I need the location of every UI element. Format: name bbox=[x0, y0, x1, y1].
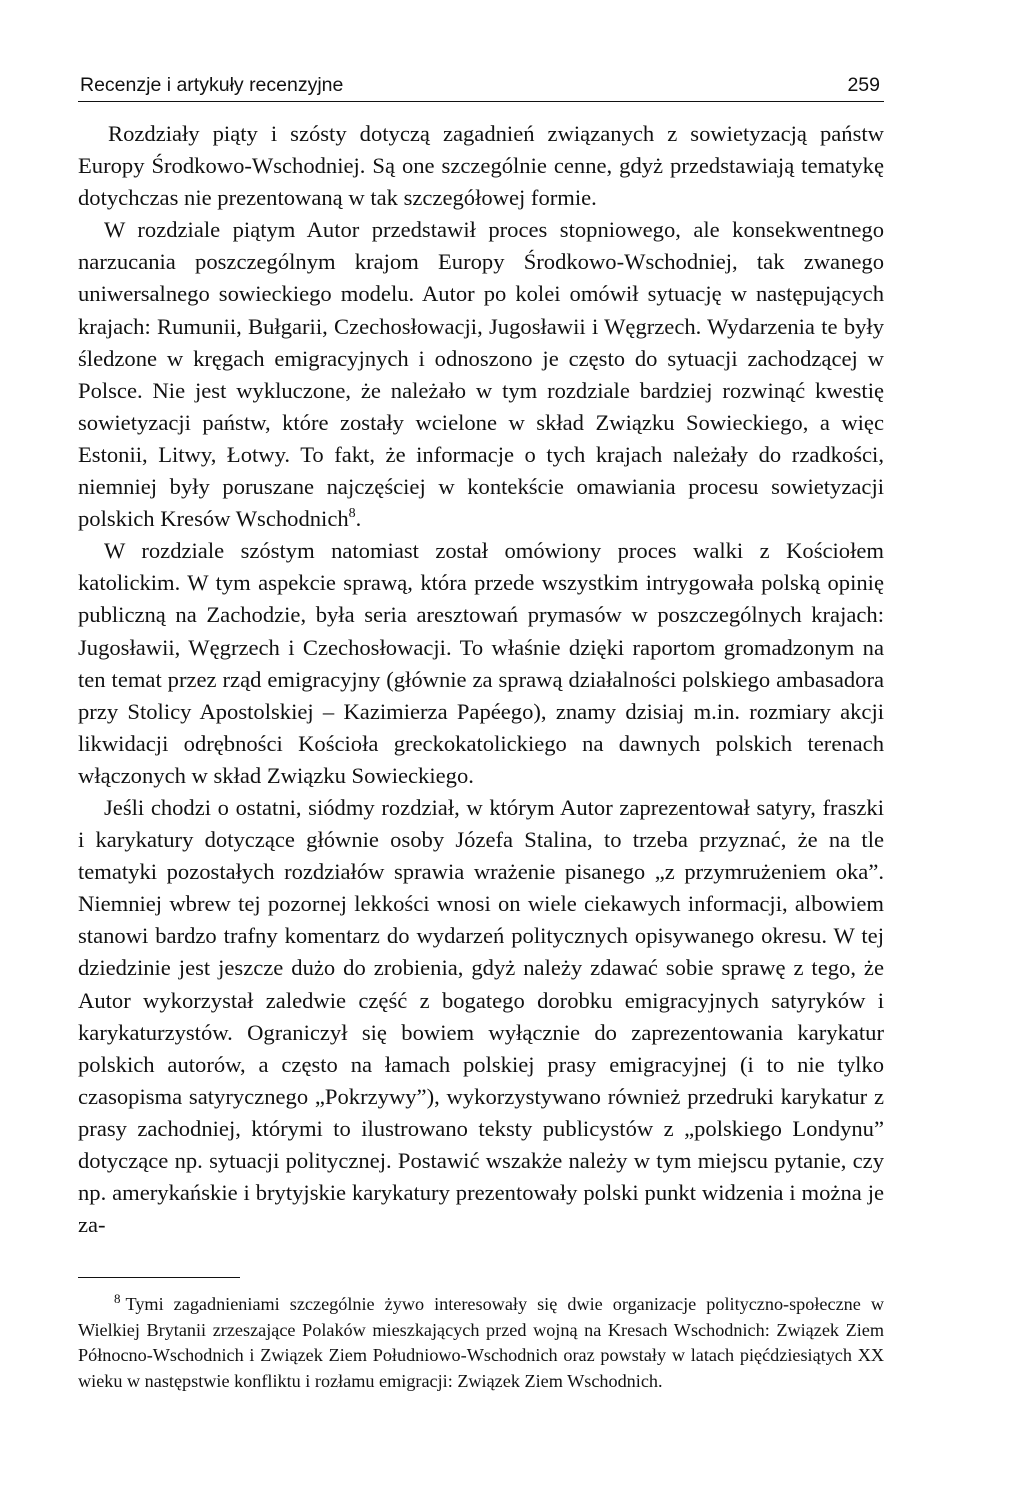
running-head bbox=[78, 72, 884, 102]
paragraph bbox=[78, 214, 884, 535]
paragraph-text-end: . bbox=[355, 506, 362, 532]
paragraph: Rozdziały piąty i szósty dotyczą zagadnień związanych z sowietyzacją państw Europy Środkowo-Wschodniej. Są one szczególnie cenne, gdyż przedstawiają tematykę dotychczas nie prezentowaną w tak szczegółowej formie. bbox=[78, 121, 884, 211]
paragraph-text: W rozdziale piątym Autor przedstawił proces stopniowego, ale konsekwentnego narzucania poszczególnym krajom Europy Środkowo-Wschodniej, tak zwanego uniwersalnego sowieckiego modelu. Autor po kolei omówił sytuację w następujących krajach: Rumunii, Bułgarii, Czechosłowacji, Jugosławii i Węgrzech. Wydarzenia te były śledzone w kręgach emigracyjnych i odnoszono je często do sytuacji zachodzącej w Polsce. Nie jest wykluczone, że należało w tym rozdziale bardziej rozwinąć kwestię sowietyzacji państw, które zostały wcielone w skład Związku Sowieckiego, a więc Estonii, Litwy, Łotwy. To fakt, że informacje o tych krajach należały do rzadkości, niemniej były poruszane najczęściej w kontekście omawiania procesu sowietyzacji polskich Kresów Wschodnich bbox=[78, 217, 884, 532]
footnote bbox=[78, 1292, 884, 1394]
footnote-separator bbox=[78, 1277, 240, 1278]
footnote-reference[interactable]: 8 bbox=[348, 506, 356, 522]
running-head-title: Recenzje i artykuły recenzyjne bbox=[80, 74, 344, 96]
footnote-number: 8 bbox=[114, 1291, 121, 1307]
body-text bbox=[78, 118, 884, 1241]
footnote-text: Tymi zagadnieniami szczególnie żywo interesowały się dwie organizacje polityczno-społeczne w Wielkiej Brytanii zrzeszające Polaków mieszkających przed wojną na Kresach Wschodnich: Związek Ziem Północno-Wschodnich i Związek Ziem Południowo-Wschodnich oraz powstały w latach pięćdziesiątych XX wieku w następstwie konfliktu i rozłamu emigracji: Związek Ziem Wschodnich. bbox=[78, 1294, 884, 1392]
page-number: 259 bbox=[847, 74, 880, 96]
paragraph: W rozdziale szóstym natomiast został omówiony proces walki z Kościołem katolickim. W tym aspekcie sprawą, która przede wszystkim intrygowała polską opinię publiczną na Zachodzie, była seria aresztowań prymasów w poszczególnych krajach: Jugosławii, Węgrzech i Czechosłowacji. To właśnie dzięki raportom gromadzonym na ten temat przez rząd emigracyjny (głównie za sprawą działalności polskiego ambasadora przy Stolicy Apostolskiej – Kazimierza Papéego), znamy dzisiaj m.in. rozmiary akcji likwidacji odrębności Kościoła greckokatolickiego na dawnych polskich terenach włączonych w skład Związku Sowieckiego. bbox=[78, 538, 884, 788]
paragraph: Jeśli chodzi o ostatni, siódmy rozdział, w którym Autor zaprezentował satyry, fraszki i karykatury dotyczące głównie osoby Józefa Stalina, to trzeba przyznać, że na tle tematyki pozostałych rozdziałów sprawia wrażenie pisanego „z przymrużeniem oka”. Niemniej wbrew tej pozornej lekkości wnosi on wiele ciekawych informacji, albowiem stanowi bardzo trafny komentarz do wydarzeń politycznych opisywanego okresu. W tej dziedzinie jest jeszcze dużo do zrobienia, gdyż należy zdawać sobie sprawę z tego, że Autor wykorzystał zaledwie część z bogatego dorobku emigracyjnych satyryków i karykaturzystów. Ograniczył się bowiem wyłącznie do zaprezentowania karykatur polskich autorów, a często na łamach polskiej prasy emigracyjnej (i to nie tylko czasopisma satyrycznego „Pokrzywy”), wykorzystywano również przedruki karykatur z prasy zachodniej, którymi to ilustrowano teksty publicystów z „polskiego Londynu” dotyczące np. sytuacji politycznej. Postawić wszakże należy w tym miejscu pytanie, czy np. amerykańskie i brytyjskie karykatury prezentowały polski punkt widzenia i można je za- bbox=[78, 794, 884, 1238]
book-page bbox=[78, 72, 884, 1395]
